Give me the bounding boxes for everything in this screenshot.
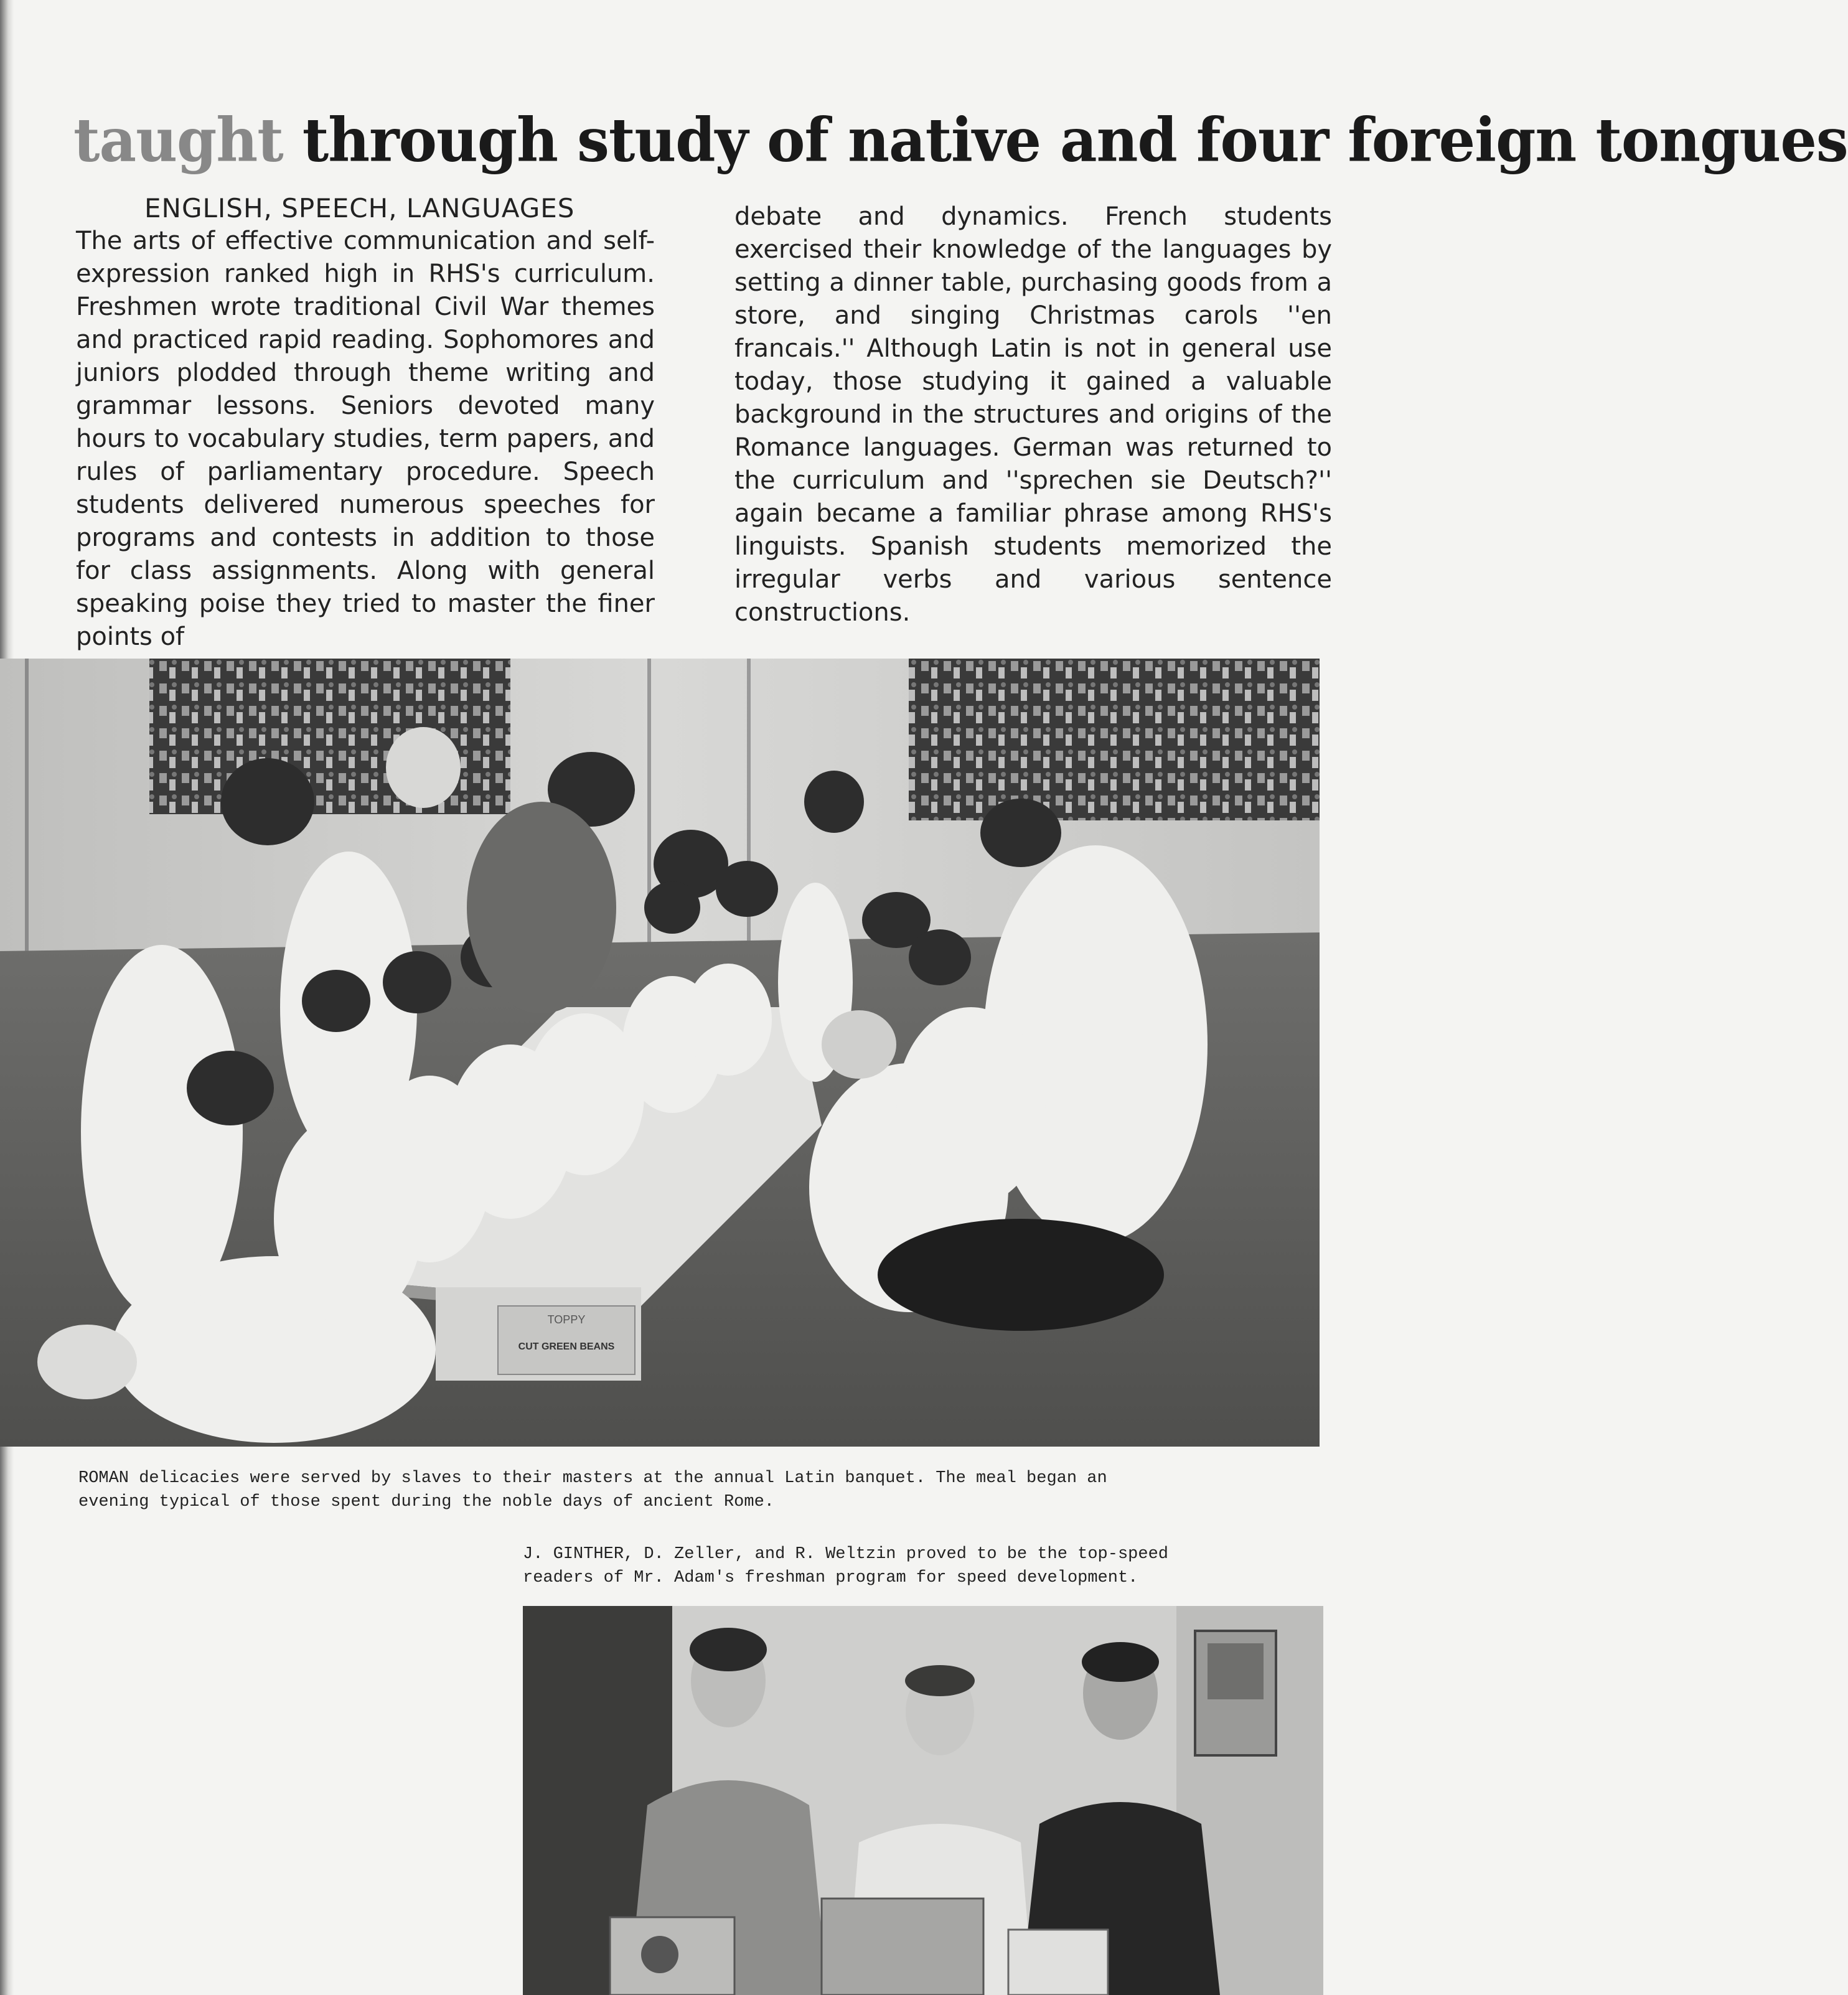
- speed-readers-illustration: [523, 1606, 1323, 1995]
- left-column-text: The arts of effective communication and self-expression ranked high in RHS's curriculum. Freshmen wrote traditional Civil War themes and practiced rapid reading. Sophomores and juniors plodded through theme writing and grammar lessons. Seniors devoted many hours to vocabulary studies, term papers, and rules of parliamentary procedure. Speech students delivered numerous speeches for programs and contests in addition to those for class assignments. Along with general speaking poise they tried to master the finer points of: [76, 227, 655, 651]
- section-label: ENGLISH, SPEECH, LANGUAGES: [144, 193, 575, 223]
- article-left-column: [76, 192, 655, 654]
- headline-first-word: taught: [73, 105, 283, 176]
- latin-banquet-illustration: [0, 659, 1320, 1447]
- box-label-product: CUT GREEN BEANS: [518, 1341, 615, 1352]
- box-label-brand: TOPPY: [547, 1313, 586, 1326]
- headline-rest: through study of native and four foreign tongues: [283, 105, 1848, 176]
- readers-photo-caption: J. GINTHER, D. Zeller, and R. Weltzin proved to be the top-speed readers of Mr. Adam's freshman program for speed development.: [523, 1545, 1168, 1587]
- latin-banquet-photo: [0, 659, 1320, 1447]
- page-headline: [73, 105, 1848, 176]
- right-column-text: debate and dynamics. French students exercised their knowledge of the languages by setting a dinner table, purchasing goods from a store, and singing Christmas carols ''en francais.'' Although Latin is not in general use today, those studying it gained a valuable background in the structures and origins of the Romance languages. German was returned to the curriculum and ''sprechen sie Deutsch?'' again became a familiar phrase among RHS's linguists. Spanish students memorized the irregular verbs and various sentence constructions.: [734, 202, 1332, 627]
- speed-readers-photo: [523, 1606, 1323, 1995]
- banquet-photo-caption: ROMAN delicacies were served by slaves to their masters at the annual Latin banquet. The meal began an evening typical of those spent during the noble days of ancient Rome.: [78, 1469, 1107, 1511]
- article-right-column: [734, 200, 1332, 629]
